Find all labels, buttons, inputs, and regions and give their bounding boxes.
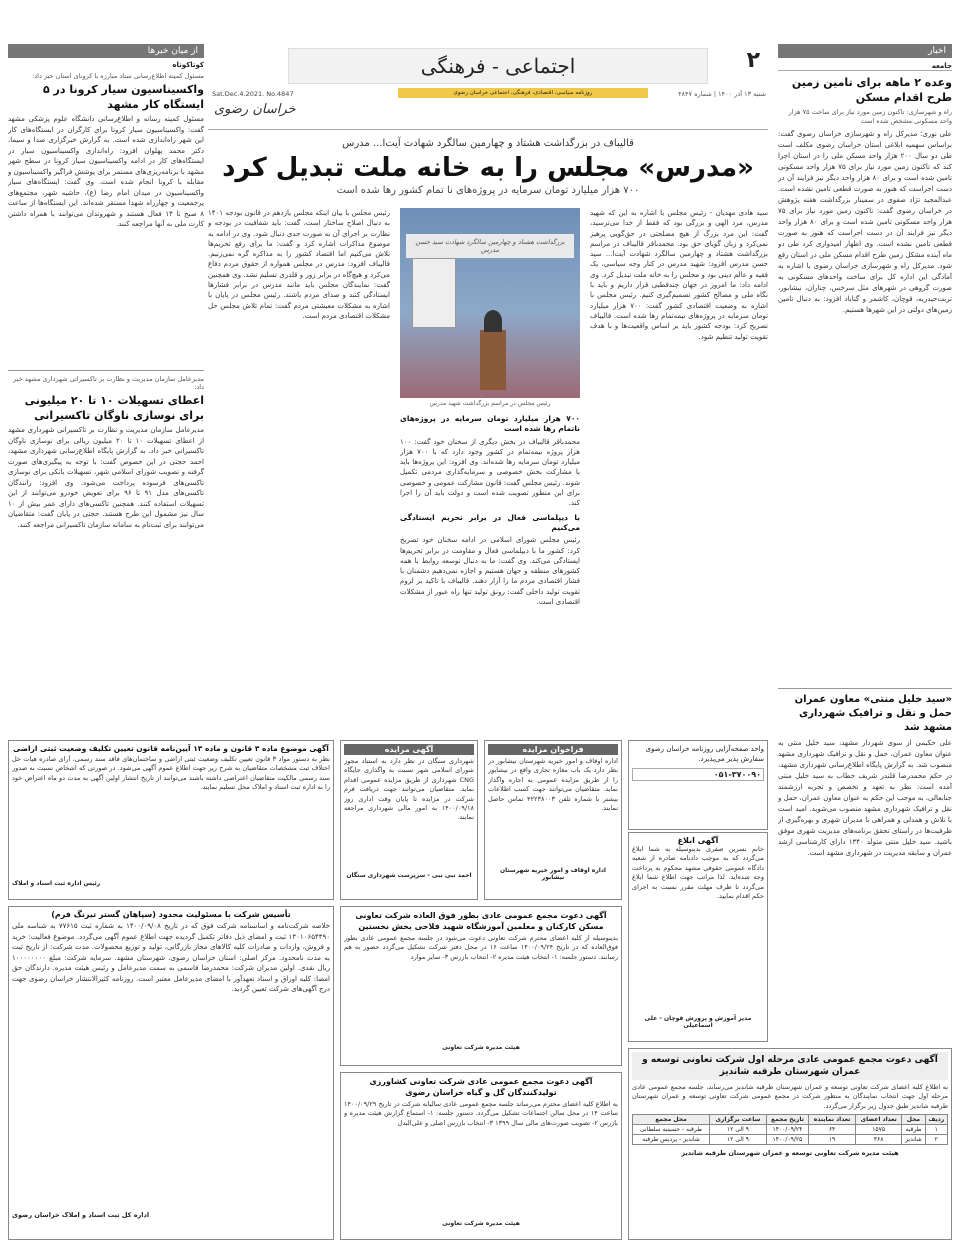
ad5-table-cell: ۴۶۸ [855,1135,901,1145]
ad5-title: آگهی دعوت مجمع عمومی عادی مرحله اول شرکت تعاونی توسعه و عمران شهرستان طرقبه شاندیز [632,1052,948,1080]
right-column-label: اخبار [778,44,952,58]
ad5-table-row [633,1125,948,1135]
main-story [208,136,768,736]
ad3-sign: احمد نبی نبی - سرپرست شهرداری سنگان [346,872,472,879]
ad2-sign: اداره اوقاف و امور خیریه شهرستان نیشابور [499,867,606,881]
left-column-label: از میان خبرها [8,44,204,58]
main-body-2 [400,412,580,732]
photo-speaker [484,310,502,332]
main-kicker: قالیباف در بزرگداشت هشتاد و چهارمین سالگرد شهادت آیت‌ا... مدرس [342,138,634,149]
ad5-table-cell: طرقبه - حسینیه سلطانی [633,1125,710,1135]
ad5-table-cell: ۹ الی ۱۲ [710,1125,767,1135]
ad3-body: شهرداری سنگان در نظر دارد به استناد مجوز شورای اسلامی شهر نسبت به واگذاری جایگاه CNG شهرداری از طریق مزایده عمومی اقدام نماید. متقاضیان می‌توانند جهت دریافت فرم شرکت در مزایده تا پایان وقت اداری روز ۱۴۰۰/۰۹/۱۸ به امور مالی شهرداری مراجعه نمایند. [344,757,474,822]
ad5-table-row [633,1135,948,1145]
ad5-table [632,1114,948,1145]
ad5-table-cell: ۱۴۰۰/۰۹/۲۴ [766,1125,808,1135]
main-body-3: محمدباقر قالیباف در بخش دیگری از سخنان خود گفت: ۱۰۰ هزار پروژه نیمه‌تمام در کشور وجود دارد که با ۷۰۰ هزار میلیارد تومان سرمایه رها شده‌اند. وی افزود: این پروژه‌ها باید با مشارکت بخش خصوصی و سرمایه‌گذاری مردمی تکمیل شوند. رئیس مجلس گفت: قانون مشارکت عمومی و خصوصی برای این منظور تصویب شده است و دولت باید آن را اجرا کند. [400,437,580,508]
main-body-left: رئیس مجلس با بیان اینکه مجلس یازدهم در قانون بودجه ۱۴۰۱ به دنبال اصلاح ساختار است، گفت: باید شفافیت در بودجه و نظارت بر اجرای آن به صورت جدی دنبال شود. وی در ادامه به موضوع مذاکرات اشاره کرد و گفت: ما برای رفع تحریم‌ها تلاش می‌کنیم اما اقتصاد کشور را به مذاکره گره نمی‌زنیم. قالیباف افزود: مدرس در مجلس همواره از حقوق مردم دفاع می‌کرد و هیچ‌گاه در برابر زور و قلدری تسلیم نشد. وی همچنین گفت: نمایندگان مجلس باید مانند مدرس در برابر فشارها ایستادگی کنند و صدای مردم باشند. رئیس مجلس در پایان با اشاره به مشکلات معیشتی مردم گفت: تمام تلاش مجلس حل مشکلات اقتصادی مردم است. [208,209,390,320]
ad5-table-header-cell: ردیف [925,1115,947,1125]
main-body-1: سید هادی مهدیان - رئیس مجلس با اشاره به این که شهید مدرس، مرد الهی و بزرگی بود که فقط از خدا می‌ترسید، گفت: این مرد بزرگ از هیچ مصلحتی در حق‌گویی پرهیز نمی‌کرد و زبان گویای حق بود. محمدباقر قالیباف در مراسم بزرگداشت هشتاد و چهارمین سالگرد شهادت آیت‌ا... سید حسن مدرس افزود: شهید مدرس در کنار وجه سیاسی، یک فقیه و عالم دینی بود و مجلس را به خانه ملت تبدیل کرد. وی ادامه داد: ما امروز در جهان چندقطبی قرار داریم و باید با نگاه ملی و مصالح کشور تصمیم‌گیری کنیم. رئیس مجلس با اشاره به وضعیت اقتصادی کشور گفت: ۷۰۰ هزار میلیارد تومان سرمایه در پروژه‌های نیمه‌تمام رها شده است. قالیباف تصریح کرد: بودجه کشور باید بر اساس واقعیت‌ها و با هدف تقویت تولید تنظیم شود. [590,209,768,341]
ad-tender-1 [484,740,622,900]
staff-phone: ۰۵۱-۳۷۰۰۹۰ [632,768,764,781]
ad2-title: فراخوان مزایده [488,744,618,755]
left-news-column [8,44,204,734]
ad1-sign: مدیر آموزش و پرورش قوچان - علی اسماعیلی [644,1015,752,1029]
ad5-table-cell: ۱۴۰۰/۰۹/۲۵ [766,1135,808,1145]
right-column-sublabel: جامعه [778,62,952,71]
right-story1-lead: راه و شهرسازی: تاکنون زمین مورد نیاز برای ساخت ۷۵ هزار واحد مسکونی مشخص شده است [788,108,952,125]
ad-housing-coop [340,906,622,1066]
ad7-sign: هیئت مدیره شرکت تعاونی [442,1220,520,1227]
ad-shandiz-meeting [628,1048,952,1240]
right-story1-title: وعده ۲ ماهه برای تامین زمین طرح اقدام مسکن [791,76,952,104]
ad2-body: اداره اوقاف و امور خیریه شهرستان نیشابور در نظر دارد یک باب مغازه تجاری واقع در نیشابور را از طریق مزایده عمومی به اجاره واگذار نماید. متقاضیان می‌توانند جهت کسب اطلاعات بیشتر با شماره تلفن ۴۲۲۳۸۰۰۳ تماس حاصل نمایند. [488,757,618,813]
ad5-table-header-cell: تعداد نماینده [809,1115,856,1125]
ad4-body: نظر به دستور مواد ۳ قانون تعیین تکلیف وضعیت ثبتی اراضی و ساختمان‌های فاقد سند رسمی، آرای صادره هیات حل اختلاف ثبت مشخصات متقاضیان به شرح زیر جهت اطلاع عموم آگهی می‌شود. در صورتی که اشخاص نسبت به صدور سند رسمی مالکیت متقاضیان اعتراضی داشته باشند می‌توانند از تاریخ انتشار اولین آگهی به مدت دو ماه اعتراض خود را به اداره ثبت اسناد و املاک محل تسلیم نمایند. [12,755,330,792]
ad5-table-cell: ۶۴ [809,1125,856,1135]
staff-notice: واحد صفحه‌آرایی روزنامه خراسان رضوی سفارش پذیر می‌پذیرد. [645,745,764,763]
left-story2-body: مدیرعامل سازمان مدیریت و نظارت بر تاکسیرانی شهرداری مشهد از اعطای تسهیلات ۱۰ تا ۲۰ میلیون ریالی برای نوسازی ناوگان تاکسیرانی خبر داد. به گزارش پایگاه اطلاع‌رسانی شهرداری مشهد، احمد حجتی در این خصوص گفت: با توجه به پیگیری‌های صورت گرفته و تصویب شورای اسلامی شهر، تسهیلات بانکی برای نوسازی تاکسی‌های فرسوده پرداخت می‌شود. وی افزود: رانندگان تاکسی‌های مدل ۹۱ تا ۹۶ برای تعویض خودرو می‌توانند از این تسهیلات استفاده کنند. همچنین تاکسی‌های دارای عمر بیش از ۱۰ سال نیز مشمول این طرح هستند. حجتی در پایان گفت: متقاضیان می‌توانند برای ثبت‌نام به سامانه سازمان تاکسیرانی مراجعه کنند. [8,426,204,529]
ad5-table-cell: طرقبه [902,1125,925,1135]
ad7-body: به اطلاع کلیه اعضای محترم می‌رساند جلسه مجمع عمومی عادی سالیانه شرکت در تاریخ ۱۴۰۰/۰۹/۲۹ ساعت ۱۴ در محل سالن اجتماعات تشکیل می‌گردد. دستور جلسه: ۱- استماع گزارش هیئت مدیره و بازرس ۲- تصویب صورت‌های مالی سال ۱۳۹۹ ۳- انتخاب بازرس اصلی و علی‌البدل [344,1100,618,1127]
date-en: Sat.Dec.4.2021. No.4847 [212,90,294,98]
main-subtitle-1: ۷۰۰ هزار میلیارد تومان سرمایه در پروژه‌های ناتمام رها شده است [400,414,580,434]
section-title: اجتماعی - فرهنگی [288,48,708,84]
newspaper-page [8,40,952,1240]
main-photo [400,208,580,398]
ad5-table-cell: ۲ [925,1135,947,1145]
ad5-table-cell: شاندیز - پردیس طرقبه [633,1135,710,1145]
ad4-title: آگهی موضوع ماده ۳ قانون و ماده ۱۳ آیین‌نامه قانون تعیین تکلیف وضعیت ثبتی اراضی [13,744,329,753]
main-subtitle-2: با دیپلماسی فعال در برابر تحریم ایستادگی می‌کنیم [400,512,580,532]
photo-portrait [412,258,456,328]
ad6-body: بدینوسیله از کلیه اعضای محترم شرکت تعاونی دعوت می‌شود در جلسه مجمع عمومی عادی بطور فوق‌العاده که در تاریخ ۱۴۰۰/۰۹/۲۴ ساعت ۱۶ در محل دفتر شرکت تشکیل می‌گردد حضور به هم رسانند. دستور جلسه: ۱- انتخاب هیئت مدیره ۲- انتخاب بازرس ۳- سایر موارد [344,934,618,961]
ad-flower-coop [340,1072,622,1240]
ad8-title: تأسیس شرکت با مسئولیت محدود (سپاهان گستر تیرنگ فرم) [51,910,291,919]
right-story1-body: علی نوری؛ مدیرکل راه و شهرسازی خراسان رضوی گفت: براساس سهمیه ابلاغی استان خراسان رضوی مکلف است طی دو سال ۲۰۰ هزار واحد مسکن ملی را در استان اجرا کند که تاکنون زمین مورد نیاز برای ۷۵ هزار واحد مسکونی تامین شده است و برای ۸۰ هزار واحد دیگر نیز فرایند آن در دست اجراست که هنوز به صورت قطعی تامین نشده است. عبدالمجید نژاد صفوی در سمینار بزرگداشت هفته پژوهش در خراسان رضوی گفت: تاکنون زمین مورد نیاز برای ۷۵ هزار واحد مسکونی تامین شده است و برای ۸۰ هزار واحد دیگر نیز فرایند آن در دست اجراست که هنوز به صورت قطعی تامین نشده است. وی اظهار امیدواری کرد طی دو ماه آینده مشکل زمین طرح اقدام مسکن ملی در استان رفع شود. مدیرکل راه و شهرسازی خراسان رضوی با اشاره به آمادگی این اداره کل برای ساخت واحدهای مسکونی به صورت گروهی در شهرهای مثل سرخس، چناران، نیشابور، تربت‌حیدریه، قوچان، کاشمر و گناباد افزود: به دنبال تامین زمین‌های دولتی در این شهرها هستیم. [778,130,952,314]
photo-caption: رئیس مجلس در مراسم بزرگداشت شهید مدرس [429,400,551,407]
right-story2-body: علی حکیمی از سوی شهردار مشهد، سید خلیل منتی به عنوان معاون عمران، حمل و نقل و ترافیک شهرداری مشهد منصوب شد. به گزارش پایگاه اطلاع‌رسانی شهرداری مشهد، در حکم محمدرضا قلندر شریف خطاب به سید خلیل منتی آمده است: نظر به تعهد و تخصص و تجربه ارزشمند جنابعالی، به موجب این حکم به عنوان معاون عمران، حمل و نقل و ترافیک شهرداری مشهد منصوب می‌شوید. امید است با تلاش و همدلی و همراهی با مدیران شهری و بهره‌گیری از ظرفیت‌ها در راستای تحقق برنامه‌های مدیریت شهری موفق باشید. سید خلیل منتی متولد ۱۳۴۰ دارای کارشناسی ارشد عمران و سابقه مدیریت در شهرداری مشهد است. [778,739,952,857]
main-subhead: ۷۰۰ هزار میلیارد تومان سرمایه در پروژه‌های نا تمام کشور رها شده است [336,185,640,196]
ad5-table-header-cell: ساعت برگزاری [710,1115,767,1125]
main-body-4: رئیس مجلس شورای اسلامی در ادامه سخنان خود تصریح کرد: کشور ما با دیپلماسی فعال و مقاومت در برابر تحریم‌ها ایستادگی می‌کند. وی گفت: ما به دنبال توسعه روابط با همه کشورهای منطقه و جهان هستیم و اجازه نمی‌دهیم دشمنان با فشار اقتصادی مردم ما را آزار دهند. قالیباف با تاکید بر لزوم تقویت تولید داخلی گفت: رونق تولید تنها راه عبور از مشکلات اقتصادی است. [400,536,580,607]
ad5-table-header [633,1115,948,1125]
staff-notice-box [628,740,768,830]
ad5-body: به اطلاع کلیه اعضای شرکت تعاونی توسعه و عمران شهرستان طرقبه شاندیز می‌رساند، جلسه مجمع عمومی عادی مرحله اول جهت انتخاب نمایندگان به منظور شرکت در مجمع عمومی شرکت تعاونی توسعه و عمران شهرستان طرقبه شاندیز طبق جدول زیر برگزار می‌گردد. [632,1083,948,1110]
ad5-table-header-cell: تعداد اعضای [855,1115,901,1125]
page-header [208,44,768,130]
ad8-body: خلاصه شرکت‌نامه و اساسنامه شرکت فوق که در تاریخ ۱۴۰۰/۰۹/۰۸ به شماره ثبت ۷۷۶۱۵ به شناسه ملی ۱۴۰۱۰۶۵۴۴۹۰ ثبت و امضای ذیل دفاتر تکمیل گردیده جهت اطلاع عموم آگهی می‌گردد. موضوع فعالیت: خرید و فروش، واردات و صادرات کلیه کالاهای مجاز بازرگانی، تولید و توزیع محصولات. مدت شرکت: از تاریخ ثبت به مدت نامحدود. مرکز اصلی: استان خراسان رضوی، شهرستان مشهد. سرمایه شرکت: مبلغ ۱۰۰۰۰۰۰۰۰ ریال نقدی. اولین مدیران شرکت: محمدرضا قاسمی به سمت مدیرعامل و رئیس هیئت مدیره. دارندگان حق امضا: کلیه اوراق و اسناد تعهدآور با امضای مدیرعامل معتبر است. روزنامه کثیرالانتشار خراسان رضوی جهت درج آگهی‌های شرکت تعیین گردید. [12,922,330,993]
photo-podium [480,330,506,390]
ad1-body: خانم نسرین صفری بدینوسیله به شما ابلاغ می‌گردد که به موجب دادنامه صادره از شعبه دادگاه عمومی حقوقی مشهد محکوم به پرداخت وجه شده‌اید. لذا مراتب جهت اطلاع شما ابلاغ می‌گردد تا ظرف مهلت مقرر نسبت به اجرای حکم اقدام نمایید. [632,845,764,901]
right-news-column [778,44,952,1054]
left-column-sublabel: کوتاکوتاه [172,61,204,69]
ad5-table-cell: ۹ الی ۱۲ [710,1135,767,1145]
ad5-table-cell: شاندیز [902,1135,925,1145]
ad-auction-1 [340,740,478,900]
ad5-table-cell: ۱۵۷۵ [855,1125,901,1135]
ad5-table-cell: ۱۹ [809,1135,856,1145]
ad8-sign: اداره کل ثبت اسناد و املاک خراسان رضوی [12,1211,150,1219]
left-story1-title: واکسیناسیون سیار کرونا در ۵ ایستگاه کار مشهد [42,83,204,111]
ad5-table-header-cell: محل مجمع [633,1115,710,1125]
left-story2-kicker: مدیرعامل سازمان مدیریت و نظارت بر تاکسیرانی شهرداری مشهد خبر داد: [13,375,204,391]
ad7-title: آگهی دعوت مجمع عمومی عادی شرکت تعاونی کشاورزی تولیدکنندگان گل و گیاه خراسان رضوی [369,1077,593,1097]
ad5-table-header-cell: محل [902,1115,925,1125]
photo-banner: بزرگداشت هشتاد و چهارمین سالگرد شهادت سید حسن مدرس [406,234,574,258]
page-number: ۲ [746,48,760,73]
left-story2-title: اعطای تسهیلات ۱۰ تا ۲۰ میلیونی برای نوسازی ناوگان تاکسیرانی [24,394,204,422]
ad6-title: آگهی دعوت مجمع عمومی عادی بطور فوق العاده شرکت تعاونی مسکن کارکنان و معلمین آموزشگاه شهید فلاحی بخش نخستین [355,911,607,931]
ad3-title: آگهی مزایده [344,744,474,755]
ad-notice-1 [628,832,768,1042]
newspaper-logo: خراسان رضوی [214,102,296,117]
ad1-title: آگهی ابلاغ [677,836,719,845]
main-headline: «مدرس» مجلس را به خانه ملت تبدیل کرد [222,153,754,183]
ad6-sign: هیئت مدیره شرکت تعاونی [442,1044,520,1051]
ad-company-registration [8,906,334,1240]
right-story2-title: «سید خلیل منتی» معاون عمران حمل و نقل و ترافیک شهرداری مشهد شد [794,694,952,733]
left-story1-kicker: مسئول کمیته اطلاع‌رسانی ستاد مبارزه با کرونای استان خبر داد: [32,72,204,80]
ad5-sign: هیئت مدیره شرکت تعاونی توسعه و عمران شهرستان طرقبه شاندیز [681,1149,899,1158]
left-story1-body: مسئول کمیته رسانه و اطلاع‌رسانی دانشگاه علوم پزشکی مشهد گفت: واکسیناسیون سیار کرونا برای کارگران در ایستگاه‌های کار این شهر راه‌اندازی شده است. به گزارش خبرگزاری صدا و سیما، دکتر محمد پهلوان افزود: راه‌اندازی واکسیناسیون سیار در ایستگاه‌های کار در ادامه واکسیناسیون سیار کرونا در سطح شهر مشهد با برنامه‌ریزی‌های مستمر برای پوشش فراگیر واکسیناسیون و مقابله با کرونا انجام شده است. وی گفت: ایستگاه‌های سیار واکسیناسیون در میدان امام رضا (ع)، حاشیه شهر، مجتمع‌های پرجمعیت و چهارراه شهدا مستقر شده‌اند. این ایستگاه‌ها از ساعت ۸ صبح تا ۱۴ فعال هستند و شهروندان می‌توانند با همراه داشتن کارت ملی به آنها مراجعه کنند. [8,115,204,228]
ad-land-registry [8,740,334,900]
ad5-table-header-cell: تاریخ مجمع [766,1115,808,1125]
ad5-table-cell: ۱ [925,1125,947,1135]
date-fa: شنبه ۱۳ آذر ۱۴۰۰ | شماره ۴۸۴۷ [678,90,766,98]
tagline: روزنامه سیاسی، اقتصادی، فرهنگی، اجتماعی خراسان رضوی [398,88,648,98]
ad4-sign: رئیس اداره ثبت اسناد و املاک [12,880,101,887]
